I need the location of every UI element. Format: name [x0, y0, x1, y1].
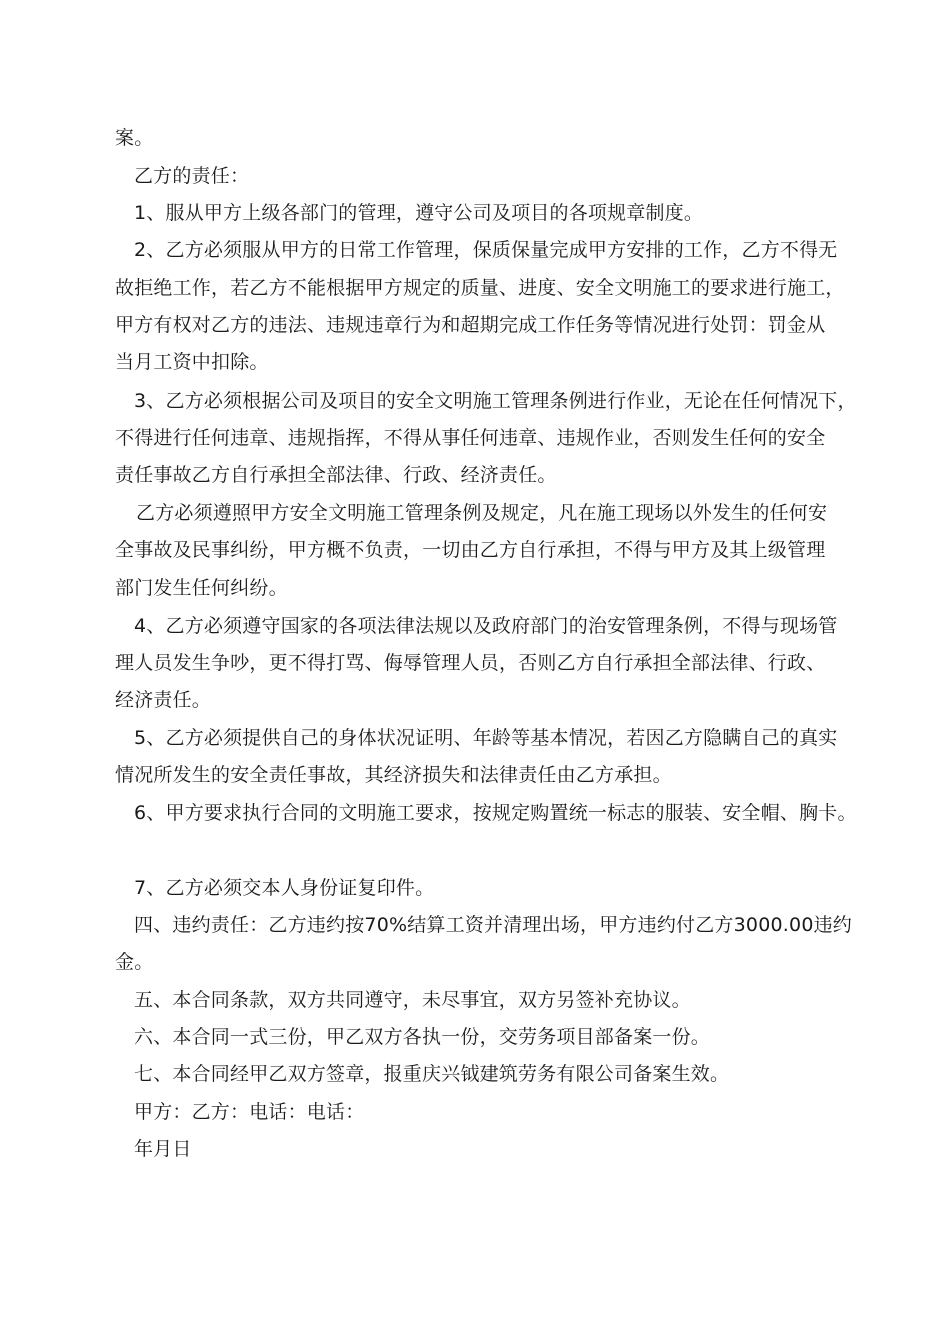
clause-five: 五、本合同条款，双方共同遵守，未尽事宜，双方另签补充协议。 [134, 989, 691, 1011]
text-line: 甲方有权对乙方的违法、违规违章行为和超期完成工作任务等情况进行处罚：罚金从 [115, 314, 826, 336]
clause-2: 2、乙方必须服从甲方的日常工作管理，保质保量完成甲方安排的工作，乙方不得无 [134, 239, 838, 261]
date-line: 年月日 [134, 1138, 192, 1160]
text-line: 金。 [115, 951, 154, 973]
clause-six: 六、本合同一式三份，甲乙双方各执一份，交劳务项目部备案一份。 [134, 1026, 711, 1048]
clause-6: 6、甲方要求执行合同的文明施工要求，按规定购置统一标志的服装、安全帽、胸卡。 [134, 802, 857, 824]
clause-7: 7、乙方必须交本人身份证复印件。 [134, 877, 435, 899]
clause-seven: 七、本合同经甲乙双方签章，报重庆兴钺建筑劳务有限公司备案生效。 [134, 1063, 730, 1085]
clause-5: 5、乙方必须提供自己的身体状况证明、年龄等基本情况，若因乙方隐瞒自己的真实 [134, 727, 838, 749]
text-line: 故拒绝工作，若乙方不能根据甲方规定的质量、进度、安全文明施工的要求进行施工， [115, 277, 845, 299]
signature-line: 甲方：乙方：电话：电话： [134, 1101, 365, 1123]
clause-3: 3、乙方必须根据公司及项目的安全文明施工管理条例进行作业，无论在任何情况下， [134, 390, 857, 412]
text-line: 情况所发生的安全责任事故，其经济损失和法律责任由乙方承担。 [115, 764, 672, 786]
text-line: 当月工资中扣除。 [115, 351, 269, 373]
paragraph-safety: 乙方必须遵照甲方安全文明施工管理条例及规定，凡在施工现场以外发生的任何安 [136, 502, 828, 524]
text-line: 责任事故乙方自行承担全部法律、行政、经济责任。 [115, 464, 557, 486]
text-line: 经济责任。 [115, 689, 212, 711]
clause-4: 4、乙方必须遵守国家的各项法律法规以及政府部门的治安管理条例，不得与现场管 [134, 615, 838, 637]
text-line: 不得进行任何违章、违规指挥，不得从事任何违章、违规作业，否则发生任何的安全 [115, 427, 826, 449]
clause-1: 1、服从甲方上级各部门的管理，遵守公司及项目的各项规章制度。 [134, 202, 704, 224]
breach-clause: 四、违约责任：乙方违约按70%结算工资并清理出场，甲方违约付乙方3000.00违约 [134, 914, 853, 936]
text-line: 全事故及民事纠纷，甲方概不负责，一切由乙方自行承担，不得与甲方及其上级管理 [115, 539, 826, 561]
text-line: 部门发生任何纠纷。 [115, 577, 288, 599]
section-heading: 乙方的责任： [134, 165, 250, 187]
text-line: 理人员发生争吵，更不得打骂、侮辱管理人员，否则乙方自行承担全部法律、行政、 [115, 652, 826, 674]
text-line: 案。 [115, 127, 154, 149]
